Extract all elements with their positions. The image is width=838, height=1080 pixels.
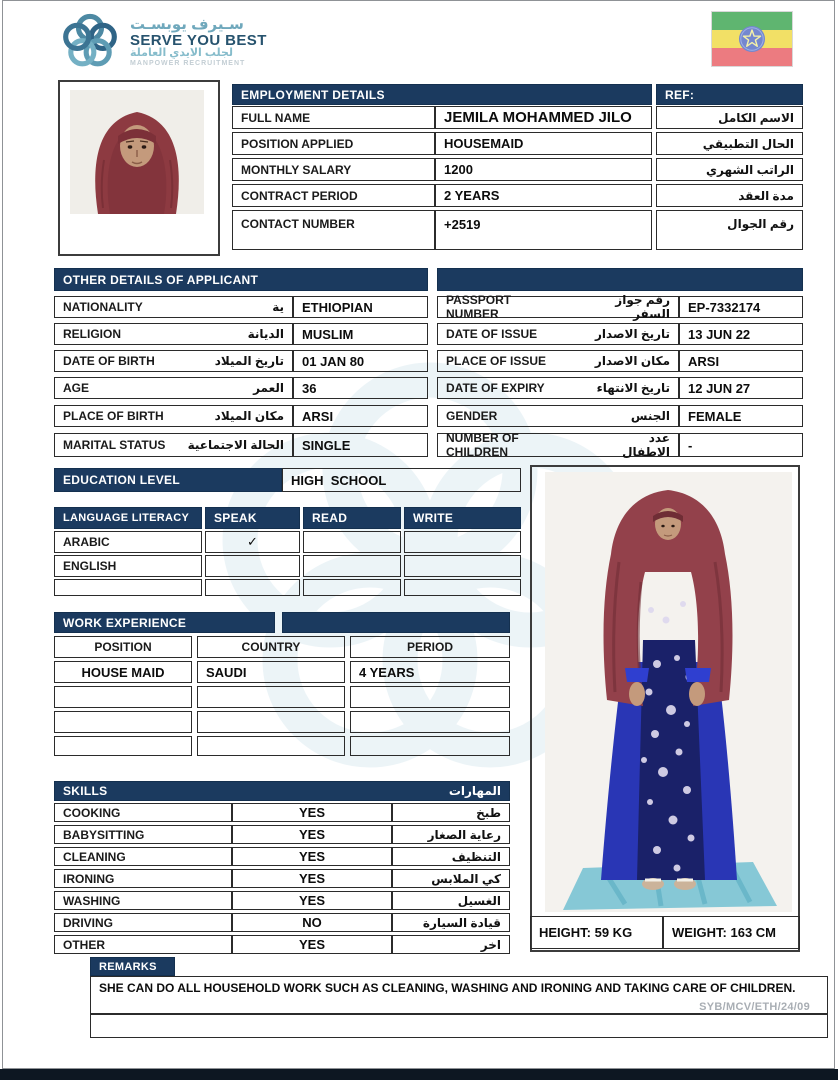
skill-label: OTHER	[63, 937, 105, 952]
skill-label-cell	[54, 891, 232, 910]
employment-row	[232, 106, 435, 129]
remarks-title: REMARKS	[99, 960, 157, 973]
field-label: RELIGION	[63, 327, 122, 341]
skill-arabic-cell	[392, 847, 510, 866]
field-label-arabic: عدد الاطفال	[622, 431, 670, 459]
skill-label-cell	[54, 803, 232, 822]
detail-value	[679, 433, 803, 457]
employment-value	[435, 132, 652, 155]
work-position-cell	[54, 736, 192, 756]
field-value: 12 JUN 27	[688, 380, 751, 396]
skill-label-arabic: اخر	[480, 937, 501, 952]
work-country-cell	[197, 736, 345, 756]
work-position: HOUSE MAID	[81, 664, 165, 680]
checkmark-icon: ✓	[247, 534, 258, 549]
language-speak-cell	[205, 531, 300, 553]
field-label: FULL NAME	[241, 110, 311, 125]
field-label-arabic: رقم الجوال	[727, 217, 794, 231]
work-country-cell	[197, 686, 345, 708]
language-header-label: LANGUAGE LITERACY	[63, 512, 190, 524]
education-level-label: EDUCATION LEVEL	[63, 473, 180, 487]
ref-label: REF:	[665, 87, 695, 102]
field-value: ARSI	[688, 353, 720, 369]
detail-row	[437, 323, 679, 345]
language-header-cell	[205, 507, 300, 529]
field-label-arabic: تاريخ الميلاد	[214, 354, 284, 368]
field-label: MARITAL STATUS	[63, 438, 166, 452]
other-details-header	[54, 268, 428, 291]
field-label-arabic: الجنس	[630, 409, 670, 423]
skill-value-cell	[232, 825, 392, 844]
field-label: PLACE OF ISSUE	[446, 354, 547, 368]
work-experience-header-right	[282, 612, 510, 633]
work-header-label: PERIOD	[406, 640, 453, 654]
employment-arabic	[656, 210, 803, 250]
skill-label-arabic: الغسيل	[457, 893, 501, 908]
height-cell	[530, 916, 663, 949]
skills-title: SKILLS	[63, 784, 108, 798]
detail-value	[679, 350, 803, 372]
field-label: DATE OF ISSUE	[446, 327, 538, 341]
field-label-arabic: رقم جواز السفر	[615, 293, 670, 321]
language-header-label: WRITE	[413, 511, 454, 525]
field-label-arabic: الحال التطبيقي	[702, 136, 794, 151]
weight-cell	[663, 916, 800, 949]
language-header-label: READ	[312, 511, 348, 525]
detail-row	[54, 296, 293, 318]
field-label: GENDER	[446, 409, 498, 423]
ref-header	[656, 84, 803, 105]
language-read-cell	[303, 531, 401, 553]
detail-row	[437, 405, 679, 427]
skill-arabic-cell	[392, 913, 510, 932]
language-header-cell	[404, 507, 521, 529]
detail-row	[54, 433, 293, 457]
work-period-cell	[350, 686, 510, 708]
field-label: POSITION APPLIED	[241, 136, 354, 151]
field-label-arabic: الراتب الشهري	[706, 162, 794, 177]
field-label-arabic: مكان الميلاد	[214, 409, 284, 423]
work-country: SAUDI	[206, 664, 247, 680]
language-name: ENGLISH	[63, 559, 117, 573]
language-header-label: SPEAK	[214, 511, 257, 525]
skill-label-arabic: رعاية الصغار	[427, 827, 501, 842]
logo-arabic-tagline: لجلب الايدي العاملة	[130, 47, 234, 60]
skill-label-arabic: التنظيف	[451, 849, 501, 864]
employment-value	[435, 158, 652, 181]
language-read-cell	[303, 579, 401, 596]
field-label: NUMBER OF CHILDREN	[446, 431, 519, 459]
detail-value	[679, 296, 803, 318]
detail-value	[293, 377, 428, 399]
work-header-label: POSITION	[94, 640, 152, 654]
field-label: PLACE OF BIRTH	[63, 409, 164, 423]
field-value: 13 JUN 22	[688, 326, 751, 342]
skill-value-cell	[232, 869, 392, 888]
field-label: AGE	[63, 381, 90, 395]
language-read-cell	[303, 555, 401, 577]
detail-row	[437, 377, 679, 399]
detail-value	[293, 350, 428, 372]
employment-value	[435, 210, 652, 250]
work-experience-title: WORK EXPERIENCE	[63, 615, 187, 630]
detail-value	[679, 405, 803, 427]
field-label: MONTHLY SALARY	[241, 162, 352, 177]
detail-row	[54, 350, 293, 372]
logo-tagline: MANPOWER RECRUITMENT	[130, 59, 246, 67]
skill-value: YES	[298, 871, 325, 886]
field-label: NATIONALITY	[63, 300, 143, 314]
bottom-bar	[0, 1069, 838, 1080]
detail-value	[293, 323, 428, 345]
detail-row	[54, 323, 293, 345]
height-value: HEIGHT: 59 KG	[539, 925, 633, 940]
logo-arabic-name: سـيرف يوبسـت	[130, 15, 244, 33]
language-write-cell	[404, 555, 521, 577]
work-position-cell	[54, 661, 192, 683]
field-label-arabic: الحالة الاجتماعية	[187, 438, 284, 452]
ethiopia-flag-icon	[711, 11, 793, 67]
work-header-label: COUNTRY	[241, 640, 301, 654]
work-experience-header	[54, 612, 275, 633]
work-position-cell	[54, 711, 192, 733]
employment-arabic	[656, 184, 803, 207]
skill-arabic-cell	[392, 869, 510, 888]
skill-label-cell	[54, 935, 232, 954]
field-value: 36	[302, 380, 317, 396]
other-details-title: OTHER DETAILS OF APPLICANT	[63, 272, 259, 287]
field-value: ARSI	[302, 408, 334, 424]
skill-label: WASHING	[63, 893, 121, 908]
detail-row	[54, 377, 293, 399]
employment-row	[232, 184, 435, 207]
field-value: FEMALE	[688, 408, 742, 424]
detail-value	[293, 296, 428, 318]
skill-arabic-cell	[392, 935, 510, 954]
employment-arabic	[656, 132, 803, 155]
work-period-cell	[350, 661, 510, 683]
skills-header	[54, 781, 510, 801]
detail-row	[437, 350, 679, 372]
employment-row	[232, 210, 435, 250]
language-name-cell	[54, 555, 202, 577]
skill-label: CLEANING	[63, 849, 126, 864]
field-label-arabic: تاريخ الانتهاء	[596, 381, 670, 395]
employment-value	[435, 106, 652, 129]
remarks-empty-box	[90, 1014, 828, 1038]
other-details-header-right	[437, 268, 803, 291]
skill-label-arabic: قيادة السيارة	[422, 915, 501, 930]
full-body-photo	[545, 472, 792, 912]
language-write-cell	[404, 579, 521, 596]
remarks-text: SHE CAN DO ALL HOUSEHOLD WORK SUCH AS CLEANING, WASHING AND IRONING AND TAKING CARE OF CHILDREN.	[99, 981, 796, 995]
detail-row	[437, 293, 679, 321]
employment-arabic	[656, 158, 803, 181]
employment-row	[232, 158, 435, 181]
skill-value: YES	[298, 805, 325, 820]
skill-label: BABYSITTING	[63, 827, 145, 842]
language-name-cell	[54, 531, 202, 553]
field-label-arabic: الاسم الكامل	[718, 110, 794, 125]
skill-value-cell	[232, 847, 392, 866]
field-value: -	[688, 437, 693, 453]
field-value: MUSLIM	[302, 326, 354, 342]
skill-label-arabic: طبخ	[476, 805, 501, 820]
agency-logo-icon	[58, 10, 122, 74]
portrait-photo	[70, 90, 204, 214]
field-value: +2519	[444, 217, 481, 232]
skill-arabic-cell	[392, 891, 510, 910]
field-value: EP-7332174	[688, 299, 761, 315]
skills-title-arabic: المهارات	[448, 784, 501, 798]
skill-arabic-cell	[392, 803, 510, 822]
skill-label-cell	[54, 825, 232, 844]
field-label-arabic: مدة العقد	[738, 188, 794, 203]
field-label: DATE OF BIRTH	[63, 354, 155, 368]
skill-value: YES	[298, 893, 325, 908]
education-level-value: HIGH SCHOOL	[291, 472, 387, 488]
employment-details-title: EMPLOYMENT DETAILS	[241, 87, 385, 102]
skill-label-cell	[54, 847, 232, 866]
skill-value: NO	[302, 915, 322, 930]
work-header-cell	[197, 636, 345, 658]
logo-name: SERVE YOU BEST	[130, 31, 267, 49]
employment-value	[435, 184, 652, 207]
field-value: 1200	[444, 162, 473, 177]
detail-value	[679, 377, 803, 399]
detail-value	[679, 323, 803, 345]
work-header-cell	[54, 636, 192, 658]
field-value: 2 YEARS	[444, 188, 500, 203]
detail-value	[293, 433, 428, 457]
field-label-arabic: ية	[272, 300, 284, 314]
document-ref-code: SYB/MCV/ETH/24/09	[699, 1001, 810, 1013]
skill-value-cell	[232, 891, 392, 910]
work-position-cell	[54, 686, 192, 708]
skill-label: IRONING	[63, 871, 115, 886]
skill-value: YES	[298, 937, 325, 952]
language-name-cell	[54, 579, 202, 596]
field-label-arabic: العمر	[253, 381, 284, 395]
remarks-header	[90, 957, 175, 976]
field-value: SINGLE	[302, 437, 351, 453]
detail-value	[293, 405, 428, 427]
detail-row	[437, 433, 679, 457]
work-period-cell	[350, 711, 510, 733]
field-label-arabic: مكان الاصدار	[594, 354, 670, 368]
employment-arabic	[656, 106, 803, 129]
language-write-cell	[404, 531, 521, 553]
field-label: CONTRACT PERIOD	[241, 188, 358, 203]
field-value: ETHIOPIAN	[302, 299, 373, 315]
employment-row	[232, 132, 435, 155]
field-label-arabic: الديانة	[247, 327, 284, 341]
skill-arabic-cell	[392, 825, 510, 844]
field-value: HOUSEMAID	[444, 136, 524, 151]
field-label: DATE OF EXPIRY	[446, 381, 545, 395]
education-level-header	[54, 468, 282, 492]
skill-label: COOKING	[63, 805, 121, 820]
employment-details-header	[232, 84, 652, 105]
detail-row	[54, 405, 293, 427]
work-period: 4 YEARS	[359, 664, 415, 680]
work-country-cell	[197, 661, 345, 683]
skill-value-cell	[232, 913, 392, 932]
skill-label-cell	[54, 869, 232, 888]
field-label: PASSPORT NUMBER	[446, 293, 512, 321]
skill-label: DRIVING	[63, 915, 114, 930]
skill-label-arabic: كي الملابس	[431, 871, 501, 886]
field-value: 01 JAN 80	[302, 353, 365, 369]
language-name: ARABIC	[63, 535, 110, 549]
skill-value-cell	[232, 803, 392, 822]
field-label: CONTACT NUMBER	[241, 217, 355, 231]
skill-label-cell	[54, 913, 232, 932]
education-level-value-cell	[282, 468, 521, 492]
field-label-arabic: تاريخ الاصدار	[594, 327, 670, 341]
field-value: JEMILA MOHAMMED JILO	[444, 109, 632, 126]
work-period-cell	[350, 736, 510, 756]
language-speak-cell	[205, 555, 300, 577]
work-header-cell	[350, 636, 510, 658]
weight-value: WEIGHT: 163 CM	[672, 925, 777, 940]
language-header-cell	[54, 507, 202, 529]
agency-logo	[58, 6, 308, 78]
skill-value: YES	[298, 827, 325, 842]
skill-value-cell	[232, 935, 392, 954]
work-country-cell	[197, 711, 345, 733]
language-speak-cell	[205, 579, 300, 596]
language-header-cell	[303, 507, 401, 529]
skill-value: YES	[298, 849, 325, 864]
